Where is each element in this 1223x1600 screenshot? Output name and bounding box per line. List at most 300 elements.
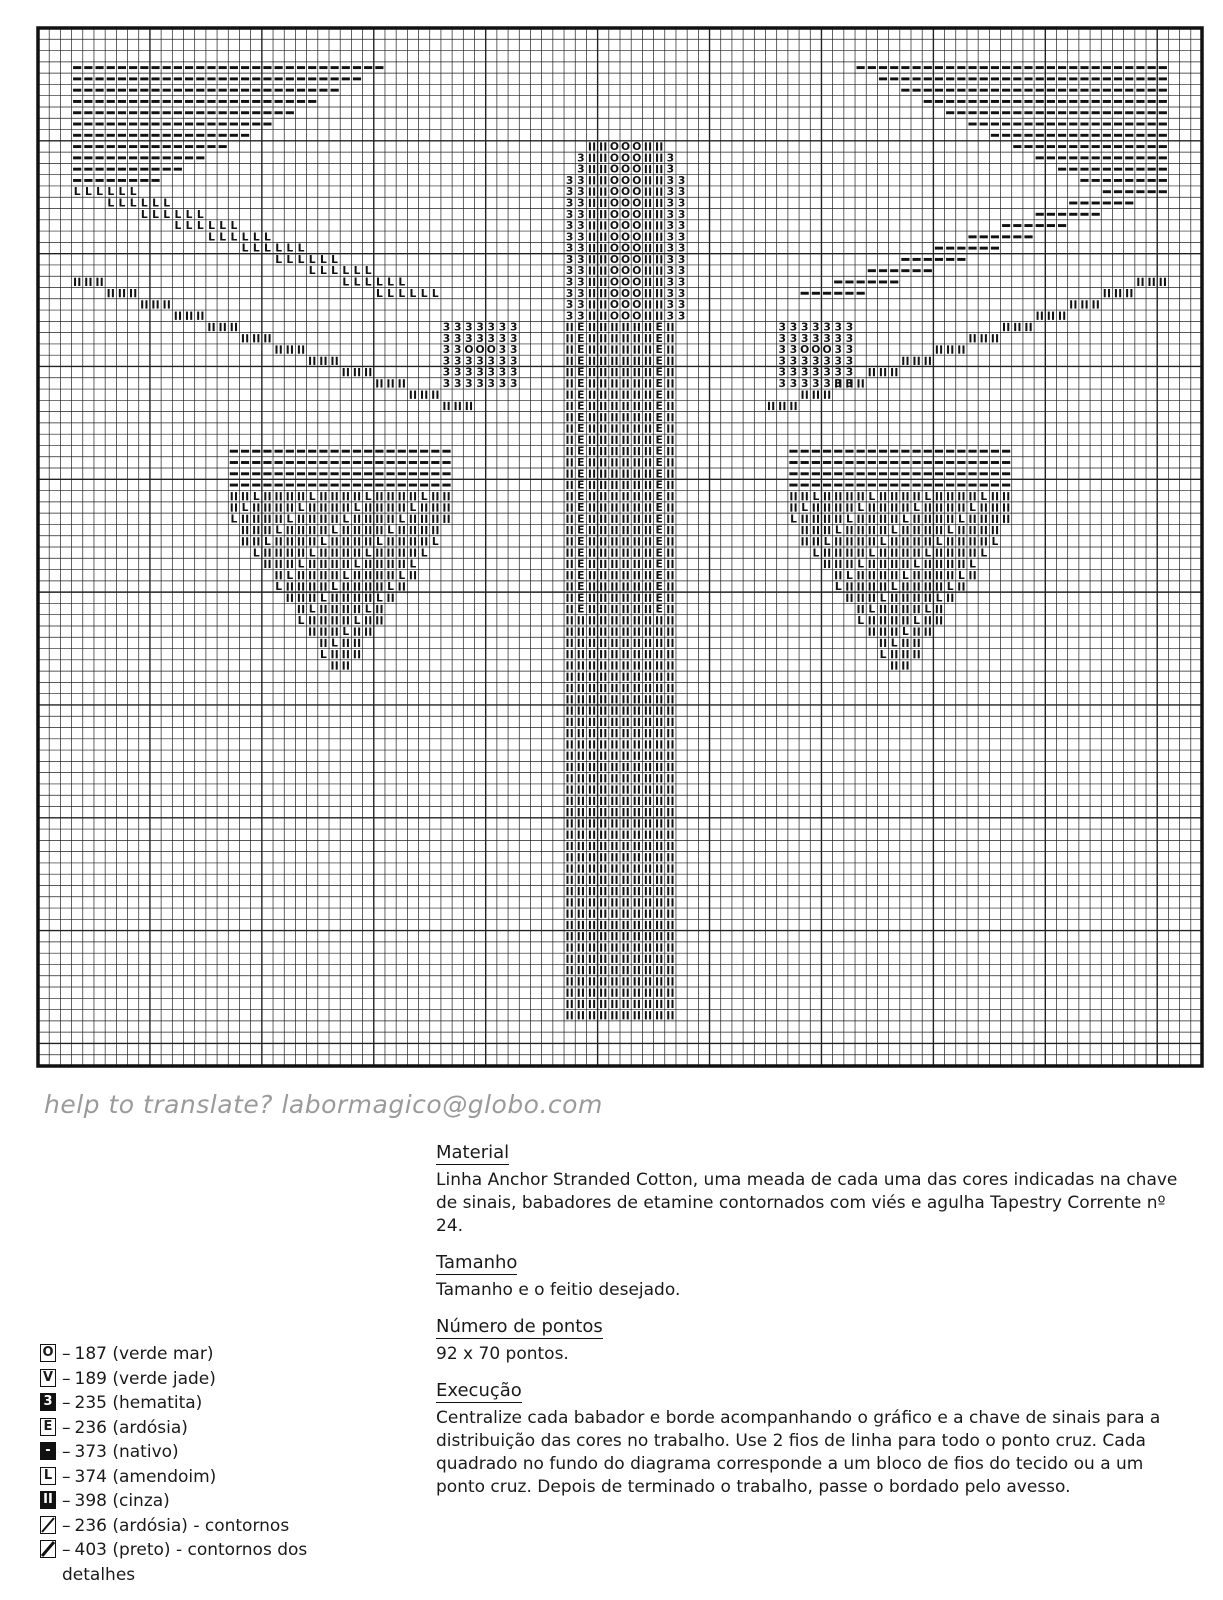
svg-text:3: 3 bbox=[677, 298, 686, 312]
tamanho-text: Tamanho e o feitio desejado. bbox=[436, 1280, 681, 1300]
svg-text:3: 3 bbox=[577, 298, 585, 312]
svg-text:3: 3 bbox=[509, 320, 518, 334]
svg-text:3: 3 bbox=[666, 275, 675, 289]
legend-item-continued bbox=[40, 1565, 440, 1590]
svg-text:L: L bbox=[252, 489, 260, 503]
legend-item: O – 187 (verde mar) bbox=[40, 1344, 440, 1369]
svg-text:3: 3 bbox=[565, 252, 574, 266]
svg-text:L: L bbox=[308, 602, 316, 616]
svg-text:3: 3 bbox=[442, 354, 451, 368]
svg-text:E: E bbox=[655, 399, 663, 413]
symbol-3-icon: 3 bbox=[40, 1393, 56, 1411]
svg-text:L: L bbox=[857, 501, 865, 515]
svg-text:3: 3 bbox=[465, 354, 473, 368]
svg-text:E: E bbox=[577, 320, 585, 334]
svg-text:E: E bbox=[655, 444, 663, 458]
svg-text:3: 3 bbox=[565, 207, 574, 221]
svg-text:3: 3 bbox=[800, 354, 809, 368]
svg-text:3: 3 bbox=[845, 354, 854, 368]
svg-text:L: L bbox=[980, 489, 988, 503]
svg-text:L: L bbox=[823, 534, 831, 548]
svg-text:3: 3 bbox=[666, 196, 675, 210]
svg-text:L: L bbox=[319, 252, 327, 266]
svg-text:O: O bbox=[632, 275, 642, 289]
svg-text:3: 3 bbox=[666, 151, 675, 165]
svg-text:3: 3 bbox=[666, 286, 675, 300]
legend-code: 189 bbox=[74, 1368, 107, 1389]
svg-text:O: O bbox=[475, 343, 485, 357]
legend-name: (hematita) bbox=[112, 1393, 203, 1413]
svg-text:3: 3 bbox=[845, 365, 854, 379]
svg-text:E: E bbox=[655, 512, 663, 526]
svg-text:3: 3 bbox=[823, 331, 831, 345]
svg-text:3: 3 bbox=[677, 185, 686, 199]
svg-text:L: L bbox=[957, 568, 965, 582]
svg-text:O: O bbox=[621, 230, 631, 244]
svg-text:L: L bbox=[924, 546, 932, 560]
svg-text:L: L bbox=[319, 591, 327, 605]
legend-item: L – 374 (amendoim) bbox=[40, 1467, 440, 1492]
svg-text:L: L bbox=[353, 275, 361, 289]
svg-text:E: E bbox=[577, 455, 585, 469]
svg-text:L: L bbox=[342, 264, 350, 278]
svg-text:3: 3 bbox=[666, 298, 675, 312]
svg-text:O: O bbox=[632, 264, 642, 278]
svg-text:L: L bbox=[196, 219, 204, 233]
svg-text:L: L bbox=[991, 534, 999, 548]
svg-text:L: L bbox=[342, 568, 350, 582]
svg-text:L: L bbox=[924, 602, 932, 616]
svg-text:L: L bbox=[353, 264, 361, 278]
svg-text:3: 3 bbox=[845, 320, 854, 334]
svg-text:L: L bbox=[364, 264, 372, 278]
svg-text:L: L bbox=[286, 252, 294, 266]
svg-text:3: 3 bbox=[789, 331, 798, 345]
svg-text:3: 3 bbox=[565, 230, 574, 244]
svg-text:3: 3 bbox=[577, 219, 585, 233]
svg-text:L: L bbox=[152, 196, 159, 210]
svg-text:L: L bbox=[868, 489, 876, 503]
svg-text:L: L bbox=[286, 241, 294, 255]
symbol-o-icon: O bbox=[40, 1344, 56, 1362]
svg-text:L: L bbox=[319, 264, 327, 278]
svg-text:O: O bbox=[609, 252, 619, 266]
svg-text:3: 3 bbox=[577, 264, 585, 278]
svg-text:3: 3 bbox=[498, 343, 507, 357]
svg-text:3: 3 bbox=[577, 196, 585, 210]
svg-text:L: L bbox=[353, 501, 361, 515]
svg-text:L: L bbox=[264, 534, 271, 548]
svg-text:L: L bbox=[420, 546, 428, 560]
svg-text:E: E bbox=[655, 557, 663, 571]
svg-text:3: 3 bbox=[487, 377, 496, 391]
svg-text:3: 3 bbox=[577, 241, 585, 255]
svg-text:3: 3 bbox=[476, 354, 484, 368]
svg-text:L: L bbox=[319, 534, 327, 548]
legend-name: (cinza) bbox=[112, 1491, 170, 1511]
svg-text:E: E bbox=[577, 557, 585, 571]
svg-text:E: E bbox=[577, 591, 585, 605]
legend-item: - – 373 (nativo) bbox=[40, 1442, 440, 1467]
svg-text:3: 3 bbox=[577, 275, 585, 289]
legend-item: V – 189 (verde jade) bbox=[40, 1369, 440, 1394]
svg-text:3: 3 bbox=[789, 343, 798, 357]
svg-text:3: 3 bbox=[834, 343, 842, 357]
svg-text:3: 3 bbox=[565, 185, 574, 199]
svg-text:3: 3 bbox=[453, 354, 462, 368]
svg-text:L: L bbox=[264, 241, 271, 255]
svg-text:3: 3 bbox=[677, 286, 686, 300]
svg-text:3: 3 bbox=[476, 377, 484, 391]
svg-text:L: L bbox=[879, 591, 887, 605]
svg-text:3: 3 bbox=[565, 298, 574, 312]
svg-text:3: 3 bbox=[487, 331, 496, 345]
svg-text:E: E bbox=[577, 501, 585, 515]
svg-text:E: E bbox=[655, 354, 663, 368]
svg-text:E: E bbox=[577, 444, 585, 458]
svg-text:3: 3 bbox=[509, 365, 518, 379]
svg-text:3: 3 bbox=[666, 207, 675, 221]
diagonal-line-icon bbox=[40, 1540, 56, 1558]
svg-text:O: O bbox=[621, 264, 631, 278]
svg-text:3: 3 bbox=[577, 309, 585, 323]
svg-text:3: 3 bbox=[498, 377, 507, 391]
backstitch-236-icon bbox=[41, 1517, 55, 1533]
svg-text:L: L bbox=[308, 264, 316, 278]
svg-text:L: L bbox=[84, 185, 92, 199]
svg-text:O: O bbox=[464, 343, 474, 357]
legend-code: 398 bbox=[74, 1491, 107, 1511]
svg-text:3: 3 bbox=[509, 354, 518, 368]
svg-text:E: E bbox=[655, 602, 663, 616]
svg-text:L: L bbox=[129, 196, 137, 210]
svg-text:L: L bbox=[331, 252, 339, 266]
svg-text:O: O bbox=[609, 185, 619, 199]
svg-text:E: E bbox=[577, 467, 585, 481]
svg-text:3: 3 bbox=[823, 365, 831, 379]
svg-text:L: L bbox=[398, 512, 406, 526]
svg-text:L: L bbox=[387, 275, 394, 289]
svg-text:E: E bbox=[577, 433, 585, 447]
legend-code: 403 bbox=[74, 1540, 107, 1560]
svg-text:L: L bbox=[431, 286, 439, 300]
svg-text:3: 3 bbox=[800, 320, 809, 334]
legend-item: – 403 (preto) - contornos dos bbox=[40, 1540, 440, 1565]
svg-text:E: E bbox=[577, 568, 585, 582]
svg-text:L: L bbox=[801, 501, 809, 515]
svg-text:3: 3 bbox=[677, 230, 686, 244]
execucao-text: Centralize cada babador e borde acompanhando o gráfico e a chave de sinais para a distribuição das cores no trabalho. Use 2 fios de linha para todo o ponto cruz. Cada quadrado no fundo do diagrama corresponde a um bloco de fios do tecido ou a um ponto cruz. Depois de terminado o trabalho, passe o bordado pelo avesso. bbox=[436, 1408, 1161, 1497]
svg-text:L: L bbox=[185, 207, 193, 221]
svg-text:3: 3 bbox=[677, 264, 686, 278]
svg-text:3: 3 bbox=[666, 309, 675, 323]
svg-text:L: L bbox=[73, 185, 81, 199]
svg-text:E: E bbox=[577, 580, 585, 594]
svg-text:3: 3 bbox=[565, 173, 574, 187]
svg-text:L: L bbox=[834, 523, 842, 537]
svg-text:3: 3 bbox=[577, 252, 585, 266]
svg-text:L: L bbox=[297, 557, 305, 571]
svg-text:3: 3 bbox=[577, 173, 585, 187]
svg-text:O: O bbox=[621, 252, 631, 266]
svg-text:L: L bbox=[196, 207, 204, 221]
svg-text:O: O bbox=[609, 275, 619, 289]
svg-text:3: 3 bbox=[465, 320, 473, 334]
svg-text:O: O bbox=[621, 140, 631, 154]
svg-text:3: 3 bbox=[677, 241, 686, 255]
svg-text:L: L bbox=[364, 489, 372, 503]
svg-text:3: 3 bbox=[812, 320, 820, 334]
svg-text:L: L bbox=[219, 230, 227, 244]
svg-text:E: E bbox=[577, 422, 585, 436]
svg-text:L: L bbox=[107, 196, 115, 210]
symbol-ii-icon: II bbox=[40, 1491, 56, 1509]
svg-text:E: E bbox=[577, 534, 585, 548]
svg-text:O: O bbox=[632, 173, 642, 187]
svg-text:O: O bbox=[632, 185, 642, 199]
svg-text:L: L bbox=[342, 275, 350, 289]
legend-item: II – 398 (cinza) bbox=[40, 1491, 440, 1516]
symbol-v-icon: V bbox=[40, 1369, 56, 1387]
svg-text:L: L bbox=[812, 546, 820, 560]
legend-item: – 236 (ardósia) - contornos bbox=[40, 1516, 440, 1541]
svg-text:L: L bbox=[275, 580, 283, 594]
legend-item: E – 236 (ardósia) bbox=[40, 1418, 440, 1443]
svg-text:3: 3 bbox=[509, 343, 518, 357]
svg-text:L: L bbox=[297, 613, 305, 627]
svg-text:L: L bbox=[331, 264, 339, 278]
svg-text:3: 3 bbox=[487, 354, 496, 368]
svg-text:L: L bbox=[879, 534, 887, 548]
svg-text:E: E bbox=[577, 354, 585, 368]
svg-text:3: 3 bbox=[823, 354, 831, 368]
svg-text:L: L bbox=[252, 241, 260, 255]
svg-text:L: L bbox=[364, 546, 372, 560]
diagonal-line-icon bbox=[40, 1516, 56, 1534]
svg-text:L: L bbox=[890, 636, 898, 650]
svg-text:3: 3 bbox=[800, 365, 809, 379]
svg-text:3: 3 bbox=[442, 343, 451, 357]
svg-text:3: 3 bbox=[577, 162, 585, 176]
stitch-grid bbox=[36, 26, 1204, 1068]
svg-text:O: O bbox=[800, 343, 810, 357]
svg-text:E: E bbox=[655, 580, 663, 594]
svg-text:3: 3 bbox=[800, 331, 809, 345]
symbol-e-icon: E bbox=[40, 1418, 56, 1436]
svg-text:L: L bbox=[834, 580, 842, 594]
svg-text:3: 3 bbox=[476, 331, 484, 345]
legend-code: 235 bbox=[74, 1393, 107, 1413]
svg-text:L: L bbox=[286, 568, 294, 582]
svg-text:O: O bbox=[609, 162, 619, 176]
svg-text:L: L bbox=[275, 241, 283, 255]
svg-text:L: L bbox=[901, 512, 909, 526]
svg-text:3: 3 bbox=[834, 377, 842, 391]
svg-text:L: L bbox=[890, 580, 898, 594]
svg-text:L: L bbox=[286, 512, 294, 526]
svg-text:L: L bbox=[857, 557, 865, 571]
svg-text:O: O bbox=[621, 151, 631, 165]
svg-text:L: L bbox=[208, 230, 215, 244]
svg-text:L: L bbox=[252, 546, 260, 560]
svg-text:E: E bbox=[577, 399, 585, 413]
svg-text:L: L bbox=[901, 625, 909, 639]
svg-text:E: E bbox=[655, 455, 663, 469]
svg-text:L: L bbox=[935, 591, 943, 605]
svg-text:L: L bbox=[118, 185, 126, 199]
svg-text:3: 3 bbox=[677, 252, 686, 266]
svg-text:O: O bbox=[632, 241, 642, 255]
svg-text:E: E bbox=[577, 377, 585, 391]
svg-text:O: O bbox=[632, 140, 642, 154]
svg-text:L: L bbox=[342, 625, 350, 639]
svg-text:O: O bbox=[609, 286, 619, 300]
svg-text:E: E bbox=[655, 365, 663, 379]
svg-text:O: O bbox=[609, 264, 619, 278]
svg-text:3: 3 bbox=[565, 219, 574, 233]
svg-text:L: L bbox=[230, 219, 238, 233]
svg-text:3: 3 bbox=[677, 309, 686, 323]
symbol-dash-icon: - bbox=[40, 1442, 56, 1460]
svg-text:3: 3 bbox=[465, 365, 473, 379]
svg-text:3: 3 bbox=[666, 162, 675, 176]
svg-text:3: 3 bbox=[812, 377, 820, 391]
svg-text:L: L bbox=[924, 489, 932, 503]
svg-text:L: L bbox=[420, 286, 428, 300]
svg-text:L: L bbox=[387, 286, 394, 300]
svg-text:E: E bbox=[655, 467, 663, 481]
svg-text:L: L bbox=[812, 489, 820, 503]
svg-text:O: O bbox=[632, 298, 642, 312]
svg-text:3: 3 bbox=[666, 241, 675, 255]
svg-text:L: L bbox=[308, 489, 316, 503]
svg-text:O: O bbox=[621, 309, 631, 323]
svg-text:3: 3 bbox=[453, 320, 462, 334]
svg-text:3: 3 bbox=[476, 320, 484, 334]
svg-text:L: L bbox=[375, 591, 383, 605]
svg-text:L: L bbox=[846, 568, 853, 582]
svg-text:3: 3 bbox=[442, 365, 451, 379]
svg-text:L: L bbox=[857, 613, 865, 627]
svg-text:E: E bbox=[577, 331, 585, 345]
svg-text:L: L bbox=[275, 252, 283, 266]
execucao-heading: Execução bbox=[436, 1380, 522, 1401]
svg-text:3: 3 bbox=[442, 377, 451, 391]
svg-text:L: L bbox=[890, 523, 898, 537]
svg-text:L: L bbox=[319, 647, 327, 661]
svg-text:3: 3 bbox=[778, 354, 787, 368]
svg-text:3: 3 bbox=[565, 241, 574, 255]
svg-text:L: L bbox=[387, 523, 394, 537]
svg-text:L: L bbox=[901, 568, 909, 582]
svg-text:L: L bbox=[913, 613, 921, 627]
svg-text:3: 3 bbox=[778, 331, 787, 345]
svg-text:3: 3 bbox=[823, 320, 831, 334]
symbol-key bbox=[40, 1344, 440, 1589]
svg-text:3: 3 bbox=[465, 331, 473, 345]
svg-text:3: 3 bbox=[677, 219, 686, 233]
svg-text:O: O bbox=[609, 219, 619, 233]
svg-text:3: 3 bbox=[476, 365, 484, 379]
svg-text:3: 3 bbox=[812, 354, 820, 368]
svg-text:O: O bbox=[621, 173, 631, 187]
svg-text:L: L bbox=[342, 512, 350, 526]
svg-text:3: 3 bbox=[442, 320, 451, 334]
svg-text:L: L bbox=[913, 557, 921, 571]
svg-text:3: 3 bbox=[677, 196, 686, 210]
svg-text:3: 3 bbox=[778, 377, 787, 391]
svg-text:L: L bbox=[398, 275, 406, 289]
svg-text:L: L bbox=[375, 286, 383, 300]
svg-text:E: E bbox=[577, 489, 585, 503]
svg-text:3: 3 bbox=[789, 377, 798, 391]
svg-text:3: 3 bbox=[845, 331, 854, 345]
svg-text:L: L bbox=[409, 286, 417, 300]
svg-text:L: L bbox=[241, 230, 249, 244]
svg-text:L: L bbox=[364, 602, 372, 616]
svg-text:E: E bbox=[655, 410, 663, 424]
svg-text:L: L bbox=[913, 501, 921, 515]
svg-text:3: 3 bbox=[778, 365, 787, 379]
svg-text:O: O bbox=[621, 219, 631, 233]
legend-code: 374 bbox=[74, 1466, 107, 1487]
svg-text:E: E bbox=[577, 602, 585, 616]
svg-text:L: L bbox=[185, 219, 193, 233]
grid-lines bbox=[38, 28, 1202, 1066]
svg-text:3: 3 bbox=[789, 365, 798, 379]
svg-text:O: O bbox=[621, 185, 631, 199]
svg-text:L: L bbox=[331, 580, 339, 594]
svg-text:L: L bbox=[163, 196, 171, 210]
svg-text:O: O bbox=[632, 252, 642, 266]
svg-text:L: L bbox=[96, 185, 103, 199]
svg-text:E: E bbox=[577, 478, 585, 492]
svg-text:3: 3 bbox=[778, 320, 787, 334]
svg-text:L: L bbox=[118, 196, 126, 210]
svg-text:L: L bbox=[308, 252, 316, 266]
svg-text:E: E bbox=[655, 377, 663, 391]
svg-text:L: L bbox=[152, 207, 159, 221]
legend-name: (nativo) bbox=[112, 1442, 179, 1462]
svg-text:O: O bbox=[632, 286, 642, 300]
symbol-l-icon: L bbox=[40, 1467, 56, 1485]
svg-text:3: 3 bbox=[666, 185, 675, 199]
svg-text:L: L bbox=[230, 230, 238, 244]
svg-text:3: 3 bbox=[565, 275, 574, 289]
svg-text:3: 3 bbox=[498, 354, 507, 368]
svg-text:E: E bbox=[655, 568, 663, 582]
svg-text:3: 3 bbox=[823, 377, 831, 391]
svg-text:E: E bbox=[577, 546, 585, 560]
svg-text:3: 3 bbox=[834, 331, 842, 345]
svg-text:L: L bbox=[969, 501, 976, 515]
svg-text:3: 3 bbox=[487, 365, 496, 379]
svg-text:3: 3 bbox=[487, 320, 496, 334]
svg-text:3: 3 bbox=[577, 185, 585, 199]
svg-text:3: 3 bbox=[498, 365, 507, 379]
svg-text:L: L bbox=[846, 512, 853, 526]
svg-text:E: E bbox=[577, 523, 585, 537]
svg-text:3: 3 bbox=[565, 309, 574, 323]
svg-text:O: O bbox=[486, 343, 496, 357]
svg-text:L: L bbox=[431, 534, 439, 548]
svg-text:O: O bbox=[609, 230, 619, 244]
legend-code: 236 bbox=[74, 1515, 107, 1536]
svg-text:L: L bbox=[219, 219, 227, 233]
svg-text:3: 3 bbox=[834, 320, 842, 334]
svg-text:L: L bbox=[387, 580, 394, 594]
svg-text:O: O bbox=[621, 241, 631, 255]
